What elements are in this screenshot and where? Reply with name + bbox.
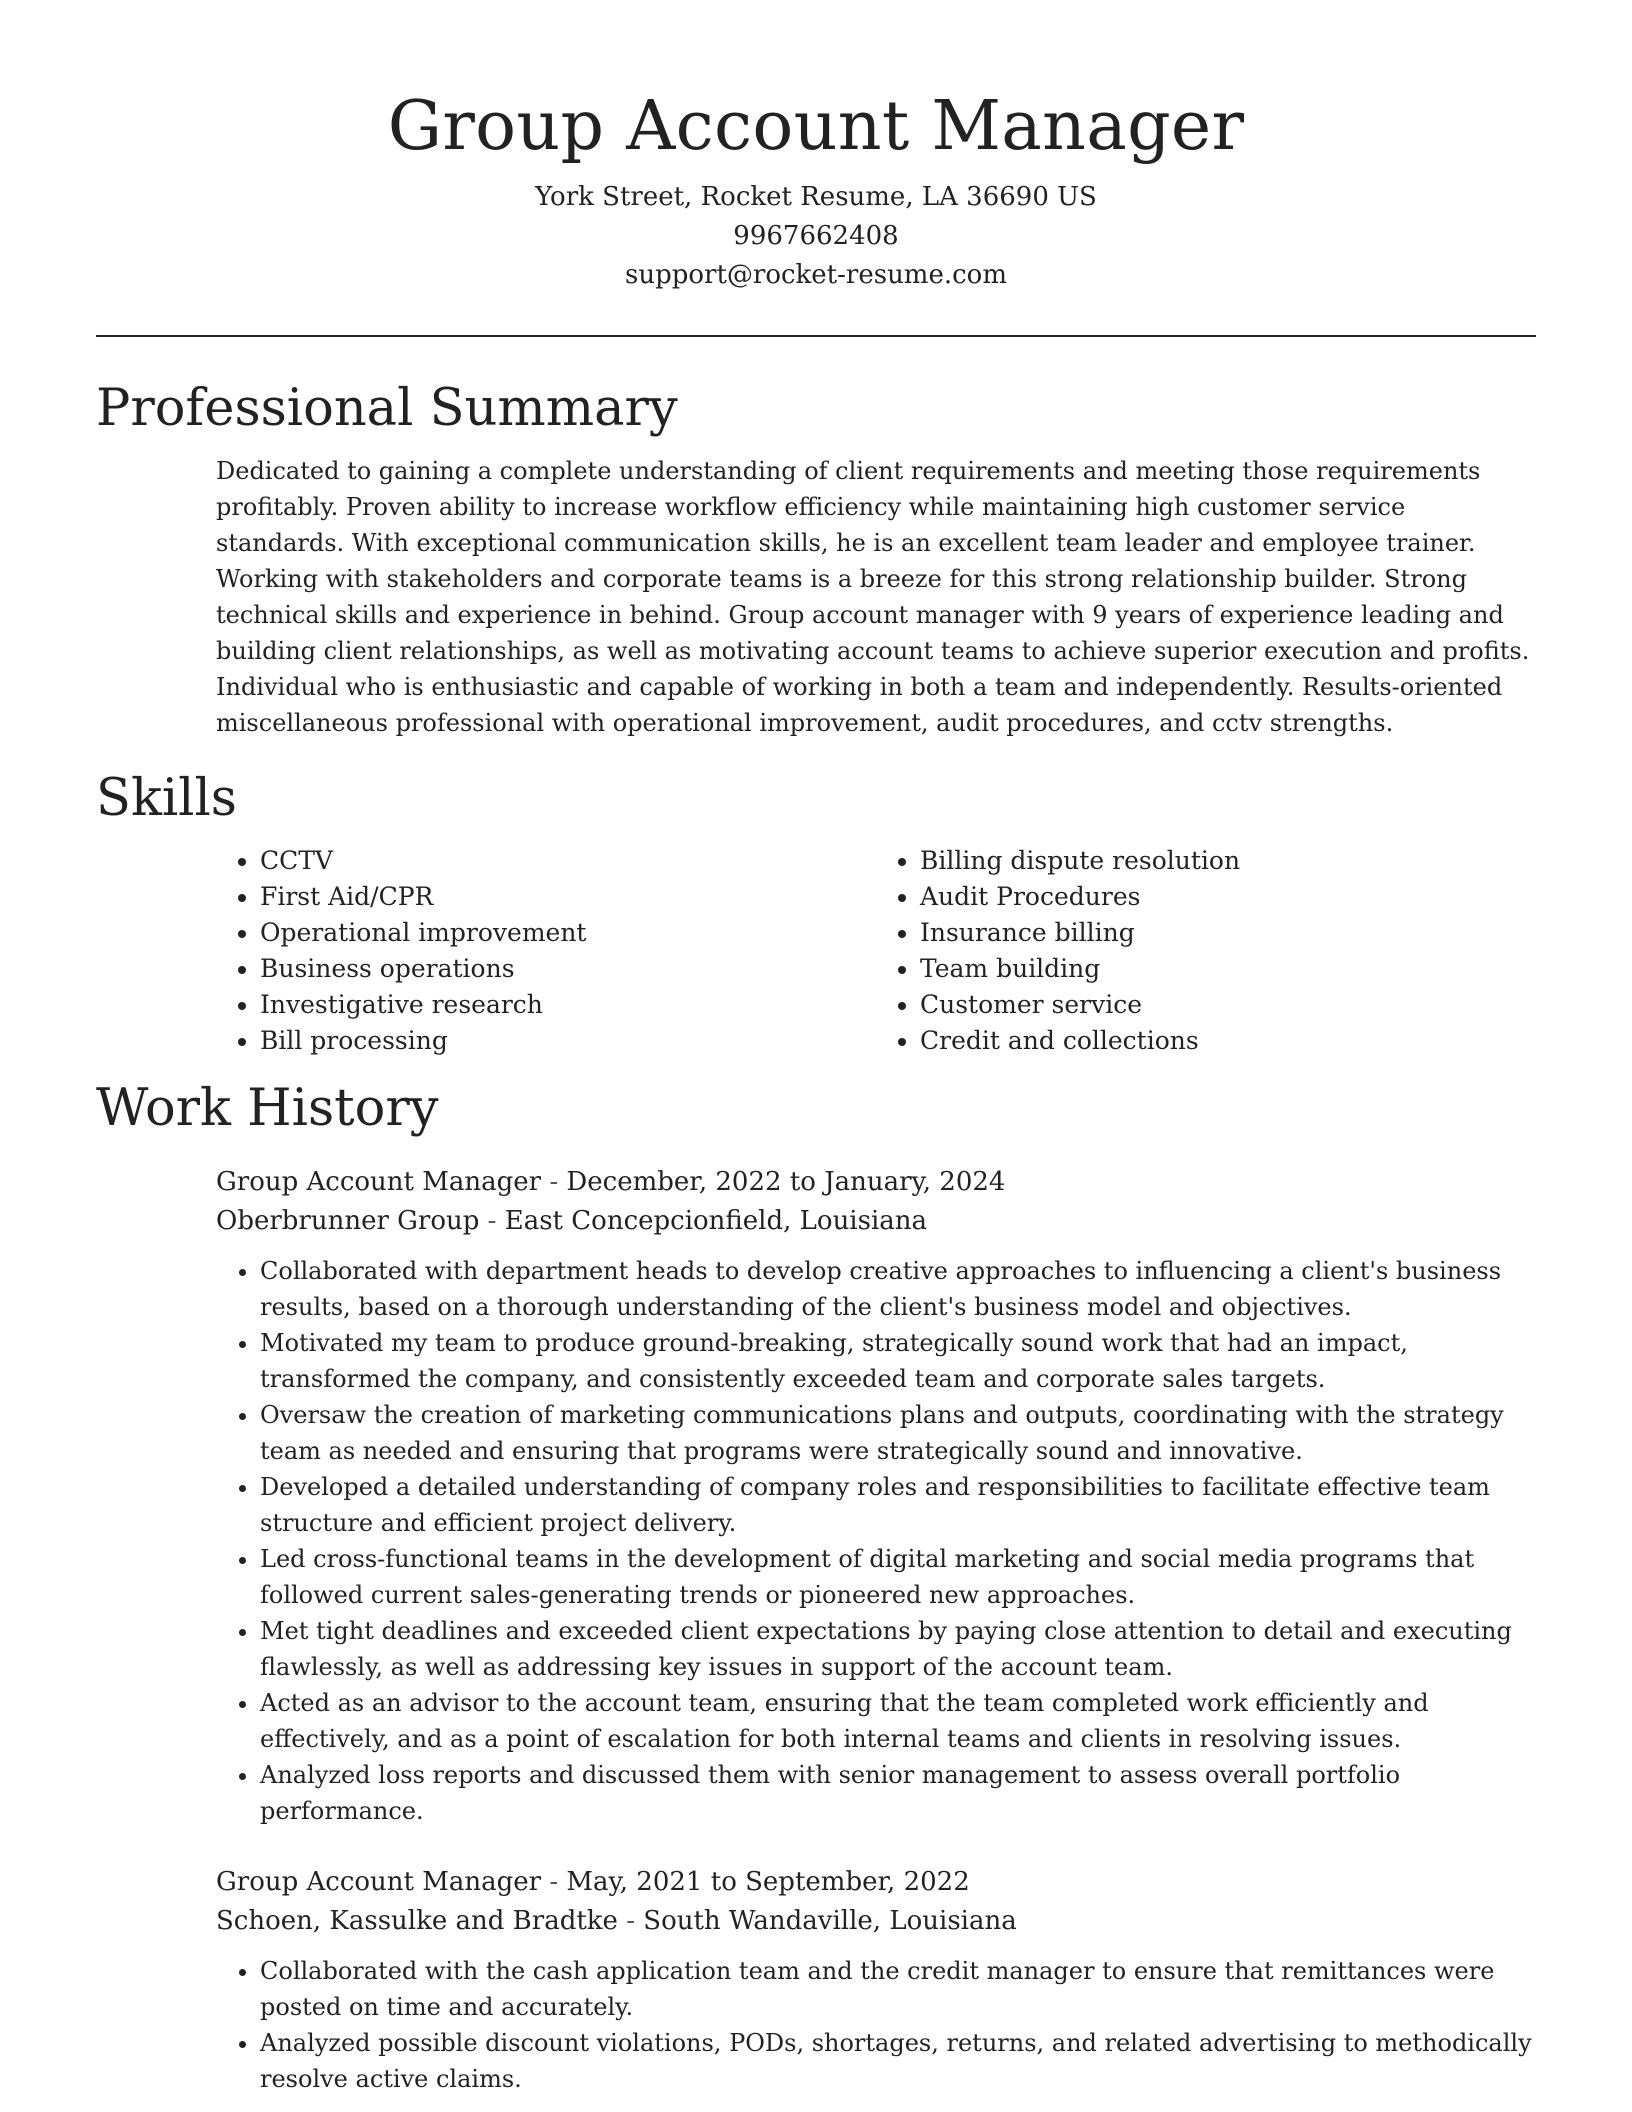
summary-paragraph: Dedicated to gaining a complete understanding of client requirements and meeting those requirements profitably. Proven ability to increase workflow efficiency while maintaining high customer service standards. With exceptional communication skills, he is an excellent team leader and employee trainer. Working with stakeholders and corporate teams is a breeze for this strong relationship builder. Strong technical skills and experience in behind. Group account manager with 9 years of experience leading and building client relationships, as well as motivating account teams to achieve superior execution and profits. Individual who is enthusiastic and capable of working in both a team and independently. Results-oriented miscellaneous professional with operational improvement, audit procedures, and cctv strengths. [216, 457, 1530, 737]
candidate-title: Group Account Manager [387, 87, 1245, 166]
job-entry [216, 1863, 1536, 2097]
address-text: York Street, Rocket Resume, LA 36690 US [535, 182, 1097, 212]
responsibility-item: • Motivated my team to produce ground-breaking, strategically sound work that had an impact, transformed the company, and consistently exceeded team and corporate sales targets. [260, 1325, 1536, 1397]
work-history-heading: Work History [96, 1079, 439, 1138]
job-company-line [216, 1202, 1536, 1241]
responsibility-item: • Oversaw the creation of marketing communications plans and outputs, coordinating with the strategy team as needed and ensuring that programs were strategically sound and innovative. [260, 1397, 1536, 1469]
responsibility-item: • Developed a detailed understanding of company roles and responsibilities to facilitate effective team structure and efficient project delivery. [260, 1469, 1536, 1541]
job-dates: December, 2022 to January, 2024 [566, 1167, 1006, 1197]
job-company: Schoen, Kassulke and Bradtke [216, 1906, 618, 1936]
responsibility-item: • Led cross-functional teams in the development of digital marketing and social media programs that followed current sales-generating trends or pioneered new approaches. [260, 1541, 1536, 1613]
header-divider [96, 335, 1536, 337]
responsibility-item: • Collaborated with the cash application team and the credit manager to ensure that remittances were posted on time and accurately. [260, 1953, 1536, 2025]
job-responsibilities [216, 1953, 1536, 2097]
job-location: South Wandaville, Louisiana [643, 1906, 1017, 1936]
separator: - [541, 1867, 567, 1897]
skills-column-left [216, 843, 876, 1059]
skill-item: • Operational improvement [260, 915, 876, 951]
job-title-line [216, 1863, 1536, 1902]
skill-item: • Insurance billing [920, 915, 1536, 951]
summary-heading: Professional Summary [96, 379, 678, 438]
responsibility-item: • Acted as an advisor to the account team, ensuring that the team completed work efficiently and effectively, and as a point of escalation for both internal teams and clients in resolving issues. [260, 1685, 1536, 1757]
responsibility-item: • Analyzed possible discount violations, PODs, shortages, returns, and related advertising to methodically resolve active claims. [260, 2025, 1536, 2097]
skill-item: • Credit and collections [920, 1023, 1536, 1059]
skill-item: • Business operations [260, 951, 876, 987]
skills-list [216, 843, 1536, 1059]
job-position: Group Account Manager [216, 1167, 542, 1197]
responsibility-item: • Analyzed loss reports and discussed them with senior management to assess overall portfolio performance. [260, 1757, 1536, 1829]
job-dates: May, 2021 to September, 2022 [566, 1867, 970, 1897]
skill-item: • Team building [920, 951, 1536, 987]
job-company: Oberbrunner Group [216, 1206, 480, 1236]
skill-item: • Customer service [920, 987, 1536, 1023]
job-position: Group Account Manager [216, 1867, 542, 1897]
job-location: East Concepcionfield, Louisiana [504, 1206, 928, 1236]
skill-item: • First Aid/CPR [260, 879, 876, 915]
responsibility-item: • Met tight deadlines and exceeded client expectations by paying close attention to detail and executing flawlessly, as well as addressing key issues in support of the account team. [260, 1613, 1536, 1685]
separator: - [541, 1167, 567, 1197]
job-entry [216, 1163, 1536, 1829]
separator: - [617, 1906, 644, 1936]
skill-item: • Investigative research [260, 987, 876, 1023]
skill-item: • Audit Procedures [920, 879, 1536, 915]
job-responsibilities [216, 1253, 1536, 1829]
email-text: support@rocket-resume.com [624, 260, 1007, 290]
phone-text: 9967662408 [733, 221, 899, 251]
skill-item: • Billing dispute resolution [920, 843, 1536, 879]
job-title-line [216, 1163, 1536, 1202]
responsibility-item: • Collaborated with department heads to develop creative approaches to influencing a client's business results, based on a thorough understanding of the client's business model and objectives. [260, 1253, 1536, 1325]
contact-info [96, 178, 1536, 295]
resume-page [96, 0, 1536, 2097]
skills-column-right [876, 843, 1536, 1059]
skill-item: • Bill processing [260, 1023, 876, 1059]
separator: - [479, 1206, 505, 1236]
resume-header [96, 0, 1536, 295]
skill-item: • CCTV [260, 843, 876, 879]
job-company-line [216, 1902, 1536, 1941]
skills-heading: Skills [96, 769, 237, 828]
